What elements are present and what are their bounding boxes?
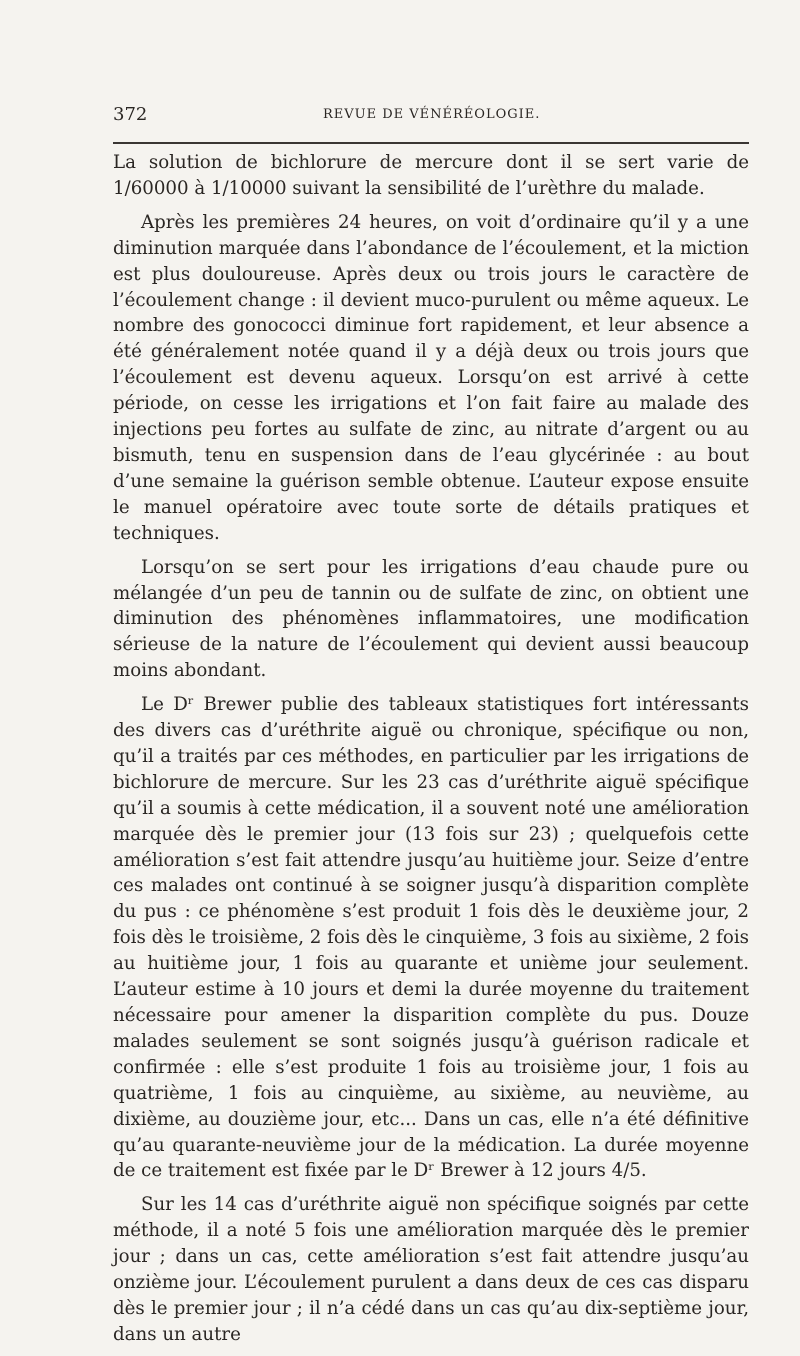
paragraph-4: Le Dʳ Brewer publie des tableaux statistiques fort intéressants des divers cas d’uréthrite aiguë ou chronique, spécifique ou non, qu’il a traités par ces méthodes, en particulier par les irrigations de bichlorure de mercure. Sur les 23 cas d’uréthrite aiguë spécifique qu’il a soumis à cette médication, il a souvent noté une amélioration marquée dès le premier jour (13 fois sur 23) ; quelquefois cette amélioration s’est fait attendre jusqu’au huitième jour. Seize d’entre ces malades ont continué à se soigner jusqu’à disparition complète du pus : ce phénomène s’est produit 1 fois dès le deuxième jour, 2 fois dès le troisième, 2 fois dès le cinquième, 3 fois au sixième, 2 fois au huitième jour, 1 fois au quarante et unième jour seulement. L’auteur estime à 10 jours et demi la durée moyenne du traitement nécessaire pour amener la disparition complète du pus. Douze malades seulement se sont soignés jusqu’à guérison radicale et confirmée : elle s’est produite 1 fois au troisième jour, 1 fois au quatrième, 1 fois au cinquième, au sixième, au neuvième, au dixième, au douzième jour, etc... Dans un cas, elle n’a été définitive qu’au quarante-neuvième jour de la médication. La durée moyenne de ce traitement est fixée par le Dʳ Brewer à 12 jours 4/5. (113, 694, 749, 1182)
body-text (113, 150, 749, 1356)
paragraph-2: Après les premières 24 heures, on voit d’ordinaire qu’il y a une diminution marquée dans l’abondance de l’écoulement, et la miction est plus douloureuse. Après deux ou trois jours le caractère de l’écoulement change : il devient muco-purulent ou même aqueux. Le nombre des gonococci diminue fort rapidement, et leur absence a été généralement notée quand il y a déjà deux ou trois jours que l’écoulement est devenu aqueux. Lorsqu’on est arrivé à cette période, on cesse les irrigations et l’on fait faire au malade des injections peu fortes au sulfate de zinc, au nitrate d’argent ou au bismuth, tenu en suspension dans de l’eau glycérinée : au bout d’une semaine la guérison semble obtenue. L’auteur expose ensuite le manuel opératoire avec toute sorte de détails pratiques et techniques. (113, 211, 749, 544)
running-title: REVUE DE VÉNÉRÉOLOGIE. (323, 107, 541, 122)
page-header (113, 104, 749, 128)
paragraph-1: La solution de bichlorure de mercure dont il se sert varie de 1/60000 à 1/10000 suivant la sensibilité de l’urèthre du malade. (113, 152, 749, 199)
paragraph-5: Sur les 14 cas d’uréthrite aiguë non spécifique soignés par cette méthode, il a noté 5 fois une amélioration marquée dès le premier jour ; dans un cas, cette amélioration s’est fait attendre jusqu’au onzième jour. L’écoulement purulent a dans deux de ces cas disparu dès le premier jour ; il n’a cédé dans un cas qu’au dix-septième jour, dans un autre (113, 1194, 749, 1345)
header-rule (113, 142, 749, 144)
page-number: 372 (113, 104, 148, 125)
paragraph-3: Lorsqu’on se sert pour les irrigations d’eau chaude pure ou mélangée d’un peu de tannin ou de sulfate de zinc, on obtient une diminution des phénomènes inflammatoires, une modification sérieuse de la nature de l’écoulement qui devient aussi beaucoup moins abondant. (113, 556, 749, 682)
